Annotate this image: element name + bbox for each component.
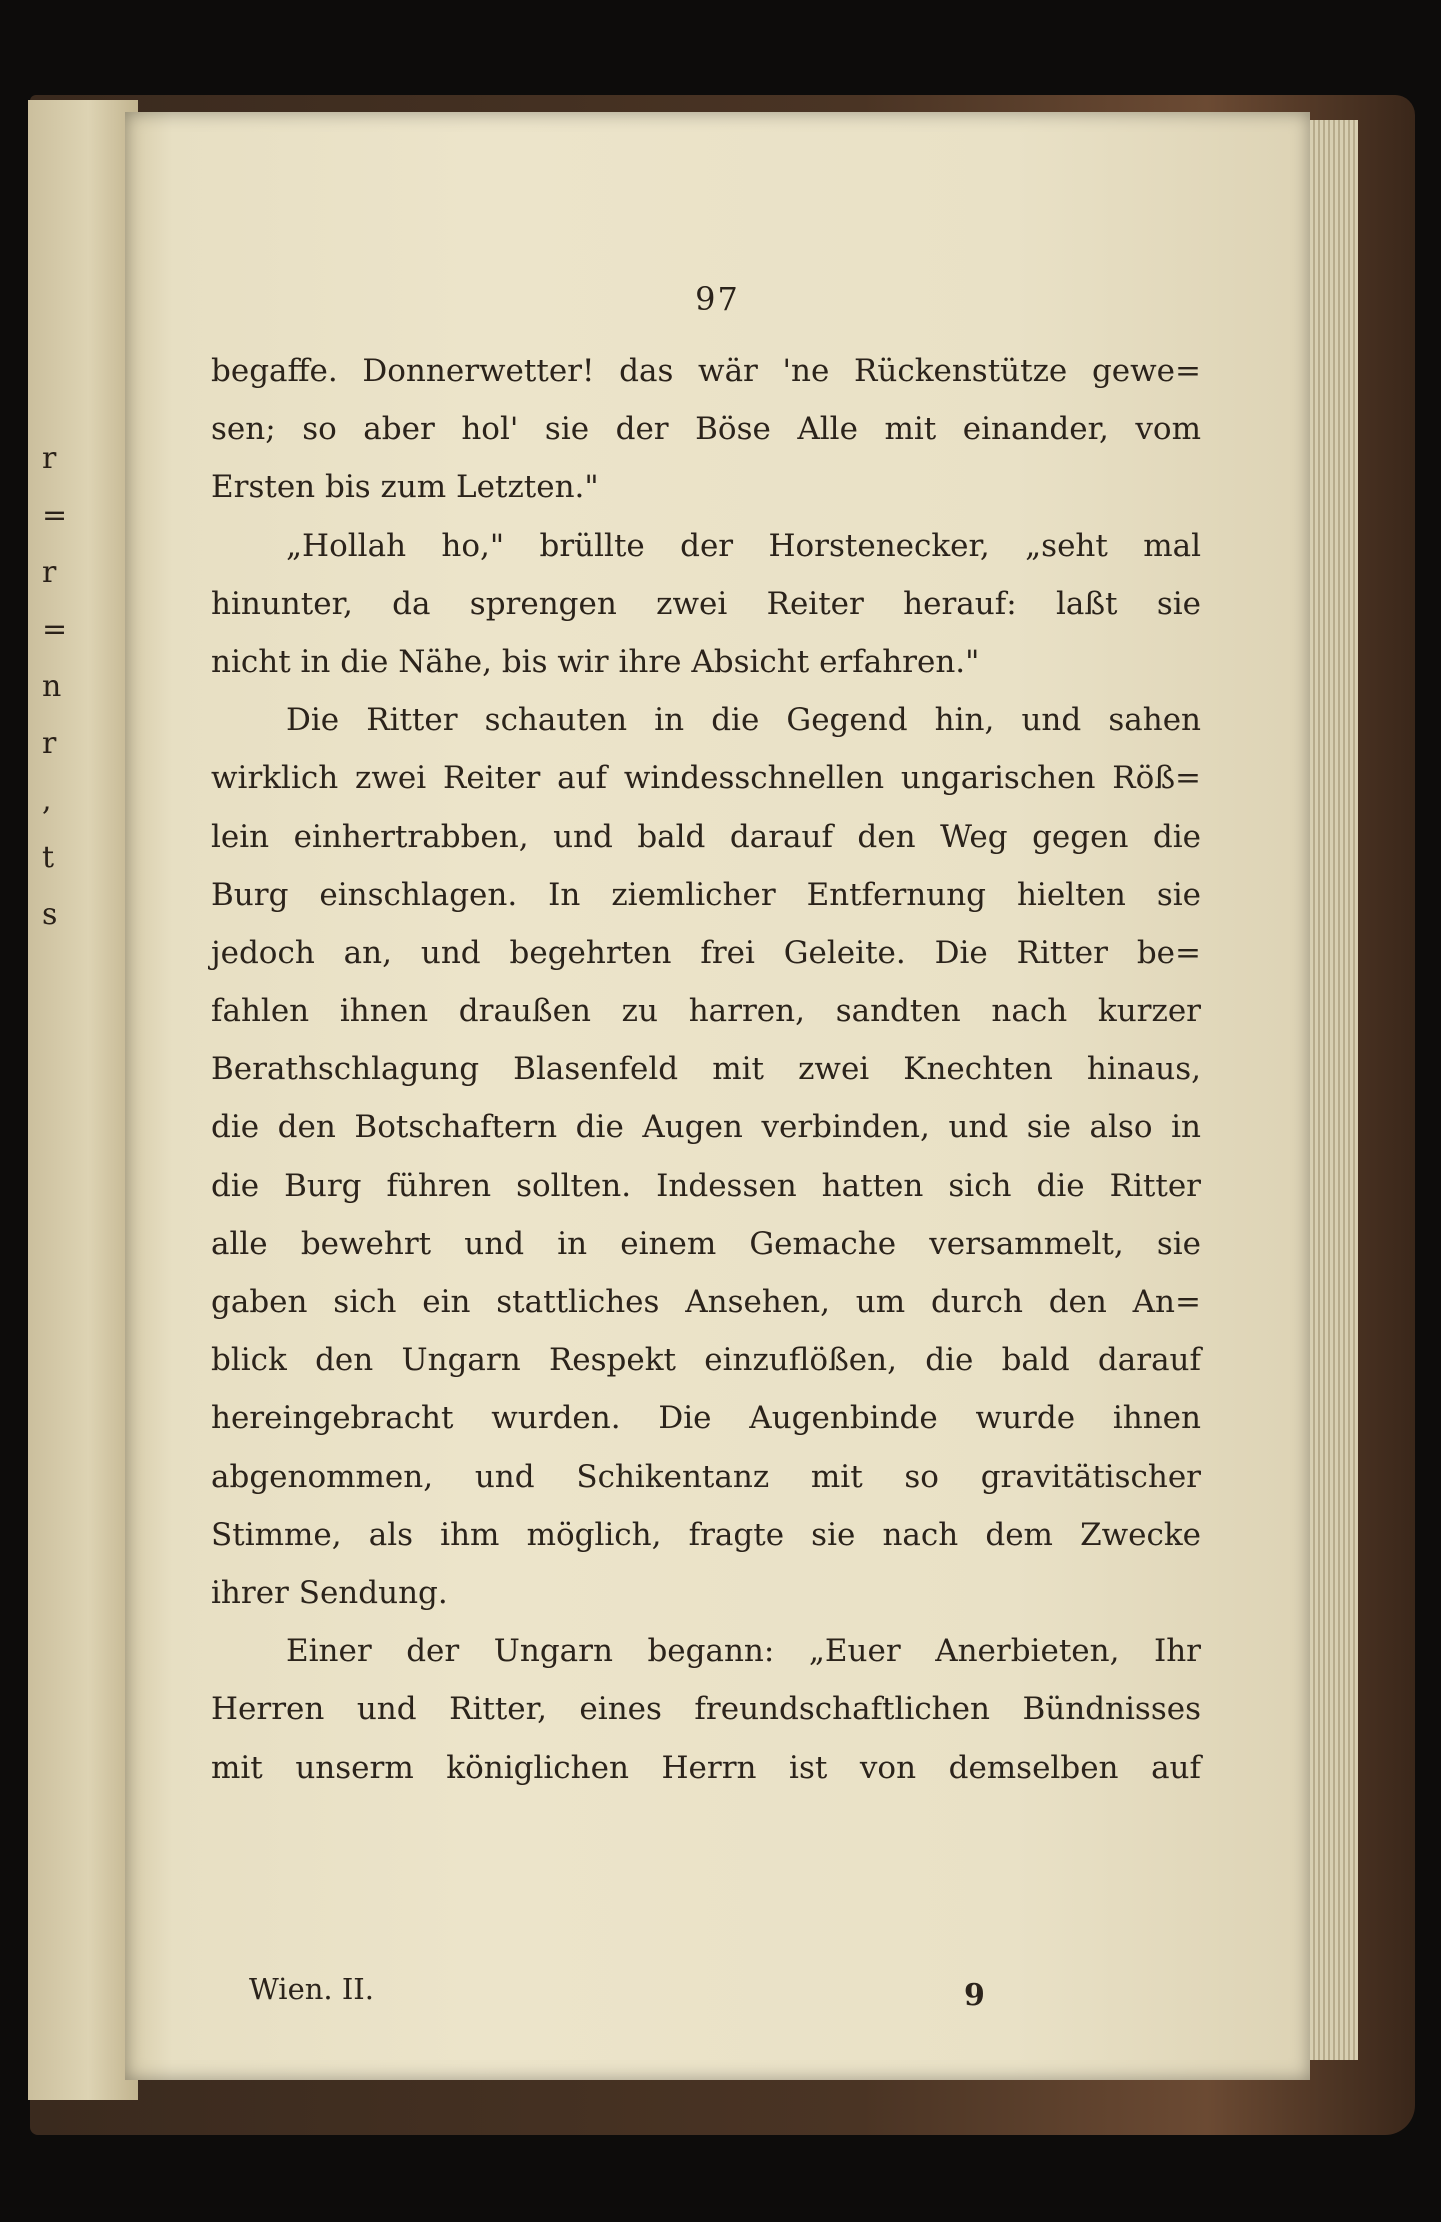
text-line: wirklich zwei Reiter auf windesschnellen ungarischen Röß= <box>211 760 1201 797</box>
text-line: die Burg führen sollten. Indessen hatten sich die Ritter <box>211 1167 1201 1204</box>
text-line: gaben sich ein stattliches Ansehen, um durch den An= <box>211 1284 1201 1320</box>
footer-volume: Wien. II. <box>249 1972 374 2006</box>
text-line: die den Botschaftern die Augen verbinden, und sie also in <box>211 1109 1201 1146</box>
text-line: „Hollah ho," brüllte der Horstenecker, „seht mal <box>286 527 1201 564</box>
text-line: Burg einschlagen. In ziemlicher Entfernung hielten sie <box>211 876 1201 913</box>
text-line: alle bewehrt und in einem Gemache versammelt, sie <box>211 1225 1201 1262</box>
text-line: ihrer Sendung. <box>211 1574 448 1611</box>
text-line: Die Ritter schauten in die Gegend hin, und sahen <box>286 702 1201 739</box>
left-fragment: t <box>42 840 55 875</box>
text-line: Herren und Ritter, eines freundschaftlichen Bündnisses <box>211 1691 1201 1728</box>
left-fragment: = <box>42 612 68 647</box>
body-text <box>211 342 1201 1797</box>
text-line: mit unserm königlichen Herrn ist von demselben auf <box>211 1749 1201 1786</box>
left-fragment: r <box>42 726 57 761</box>
text-line: begaffe. Donnerwetter! das wär 'ne Rückenstütze gewe= <box>211 353 1201 389</box>
text-line: Stimme, als ihm möglich, fragte sie nach dem Zwecke <box>211 1516 1201 1553</box>
left-fragment: , <box>42 783 52 818</box>
left-page-fragments <box>42 430 82 943</box>
text-line: hinunter, da sprengen zwei Reiter herauf: laßt sie <box>211 585 1201 622</box>
left-fragment: r <box>42 441 57 476</box>
text-line: Berathschlagung Blasenfeld mit zwei Knechten hinaus, <box>211 1051 1201 1088</box>
text-line: Einer der Ungarn begann: „Euer Anerbieten, Ihr <box>286 1633 1201 1670</box>
left-fragment: n <box>42 669 62 704</box>
text-line: hereingebracht wurden. Die Augenbinde wurde ihnen <box>211 1400 1201 1437</box>
text-line: fahlen ihnen draußen zu harren, sandten nach kurzer <box>211 993 1201 1030</box>
signature-mark: 9 <box>964 1978 985 2013</box>
text-line: abgenommen, und Schikentanz mit so gravitätischer <box>211 1458 1201 1495</box>
left-page-edge <box>28 100 138 2100</box>
text-line: lein einhertrabben, und bald darauf den Weg gegen die <box>211 818 1201 855</box>
text-line: jedoch an, und begehrten frei Geleite. Die Ritter be= <box>211 934 1201 971</box>
text-line: Ersten bis zum Letzten." <box>211 469 599 506</box>
left-fragment: = <box>42 498 68 533</box>
left-fragment: s <box>42 897 58 932</box>
text-line: sen; so aber hol' sie der Böse Alle mit einander, vom <box>211 411 1201 448</box>
text-line: blick den Ungarn Respekt einzuflößen, die bald darauf <box>211 1342 1201 1379</box>
left-fragment: r <box>42 555 57 590</box>
page-number: 97 <box>695 280 740 318</box>
text-line: nicht in die Nähe, bis wir ihre Absicht erfahren." <box>211 643 980 680</box>
book-page <box>125 112 1310 2080</box>
